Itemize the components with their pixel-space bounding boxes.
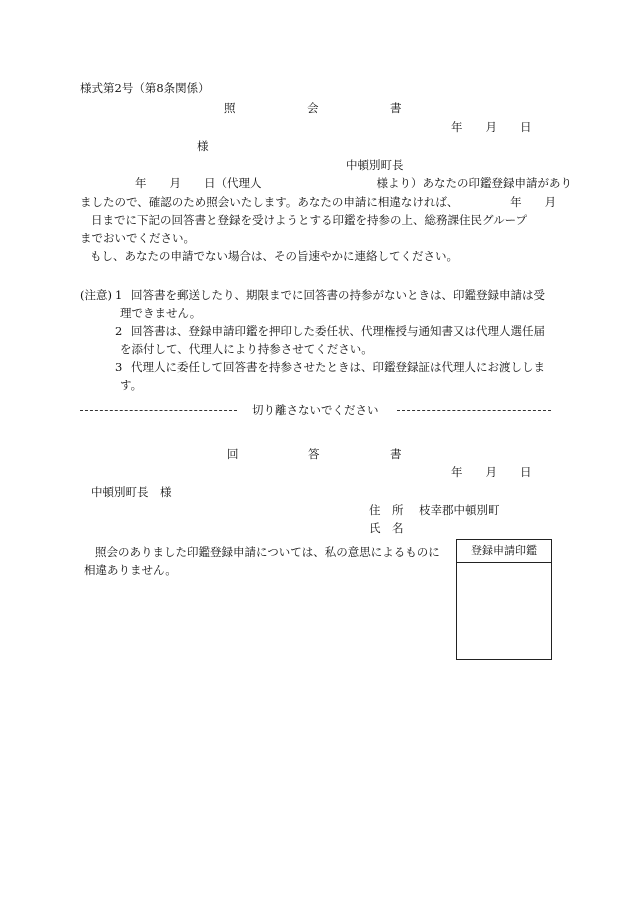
- note-1-line-1: 回答書を郵送したり、期限までに回答書の持参がないときは、印鑑登録申請は受: [131, 288, 545, 302]
- reply-address-label: 住 所: [369, 503, 404, 517]
- inquiry-body-line-5: もし、あなたの申請でない場合は、その旨速やかに連絡してください。: [90, 249, 458, 263]
- cut-line-right: [397, 410, 551, 411]
- form-number: 様式第2号（第8条関係）: [80, 81, 210, 95]
- note-3-line-1: 代理人に委任して回答書を持参させたときは、印鑑登録証は代理人にお渡ししま: [131, 360, 545, 374]
- inquiry-body-line-4: までおいでください。: [80, 231, 195, 245]
- reply-title-char-1: 回: [227, 447, 239, 461]
- notes-prefix: (注意): [80, 288, 112, 302]
- seal-box-label: 登録申請印鑑: [457, 540, 551, 563]
- cut-line-left: [80, 410, 237, 411]
- reply-name-label: 氏 名: [369, 521, 404, 535]
- seal-box: [456, 539, 552, 660]
- reply-body-line-1: 照会のありました印鑑登録申請については、私の意思によるものに: [95, 545, 440, 559]
- reply-body-line-2: 相違ありません。: [84, 563, 177, 577]
- note-3-line-2: す。: [120, 378, 143, 392]
- inquiry-title-char-3: 書: [390, 101, 402, 115]
- cut-line-label: 切り離さないでください: [252, 403, 379, 417]
- reply-date-line: 年 月 日: [451, 465, 532, 479]
- inquiry-sender: 中頓別町長: [346, 158, 404, 172]
- note-number-1: 1: [115, 288, 123, 302]
- reply-title-char-3: 書: [390, 447, 402, 461]
- inquiry-title-char-1: 照: [224, 101, 236, 115]
- note-1-line-2: 理できません。: [120, 306, 202, 320]
- note-2-line-1: 回答書は、登録申請印鑑を押印した委任状、代理権授与通知書又は代理人選任届: [131, 324, 545, 338]
- inquiry-title-char-2: 会: [307, 101, 319, 115]
- reply-addressee: 中頓別町長 様: [91, 485, 172, 499]
- inquiry-body-line-2: ましたので、確認のため照会いたします。あなたの申請に相違なければ、 年 月: [80, 195, 557, 209]
- inquiry-body-line-1: 年 月 日（代理人 様より）あなたの印鑑登録申請があり: [135, 176, 572, 190]
- inquiry-date-line: 年 月 日: [451, 120, 532, 134]
- note-2-line-2: を添付して、代理人により持参させてください。: [120, 342, 373, 356]
- note-number-3: 3: [115, 360, 123, 374]
- reply-address-value: 枝幸郡中頓別町: [419, 503, 500, 517]
- reply-title-char-2: 答: [308, 447, 320, 461]
- inquiry-addressee-sama: 様: [197, 139, 209, 153]
- inquiry-body-line-3: 日までに下記の回答書と登録を受けようとする印鑑を持参の上、総務課住民グループ: [91, 213, 528, 227]
- note-number-2: 2: [115, 324, 123, 338]
